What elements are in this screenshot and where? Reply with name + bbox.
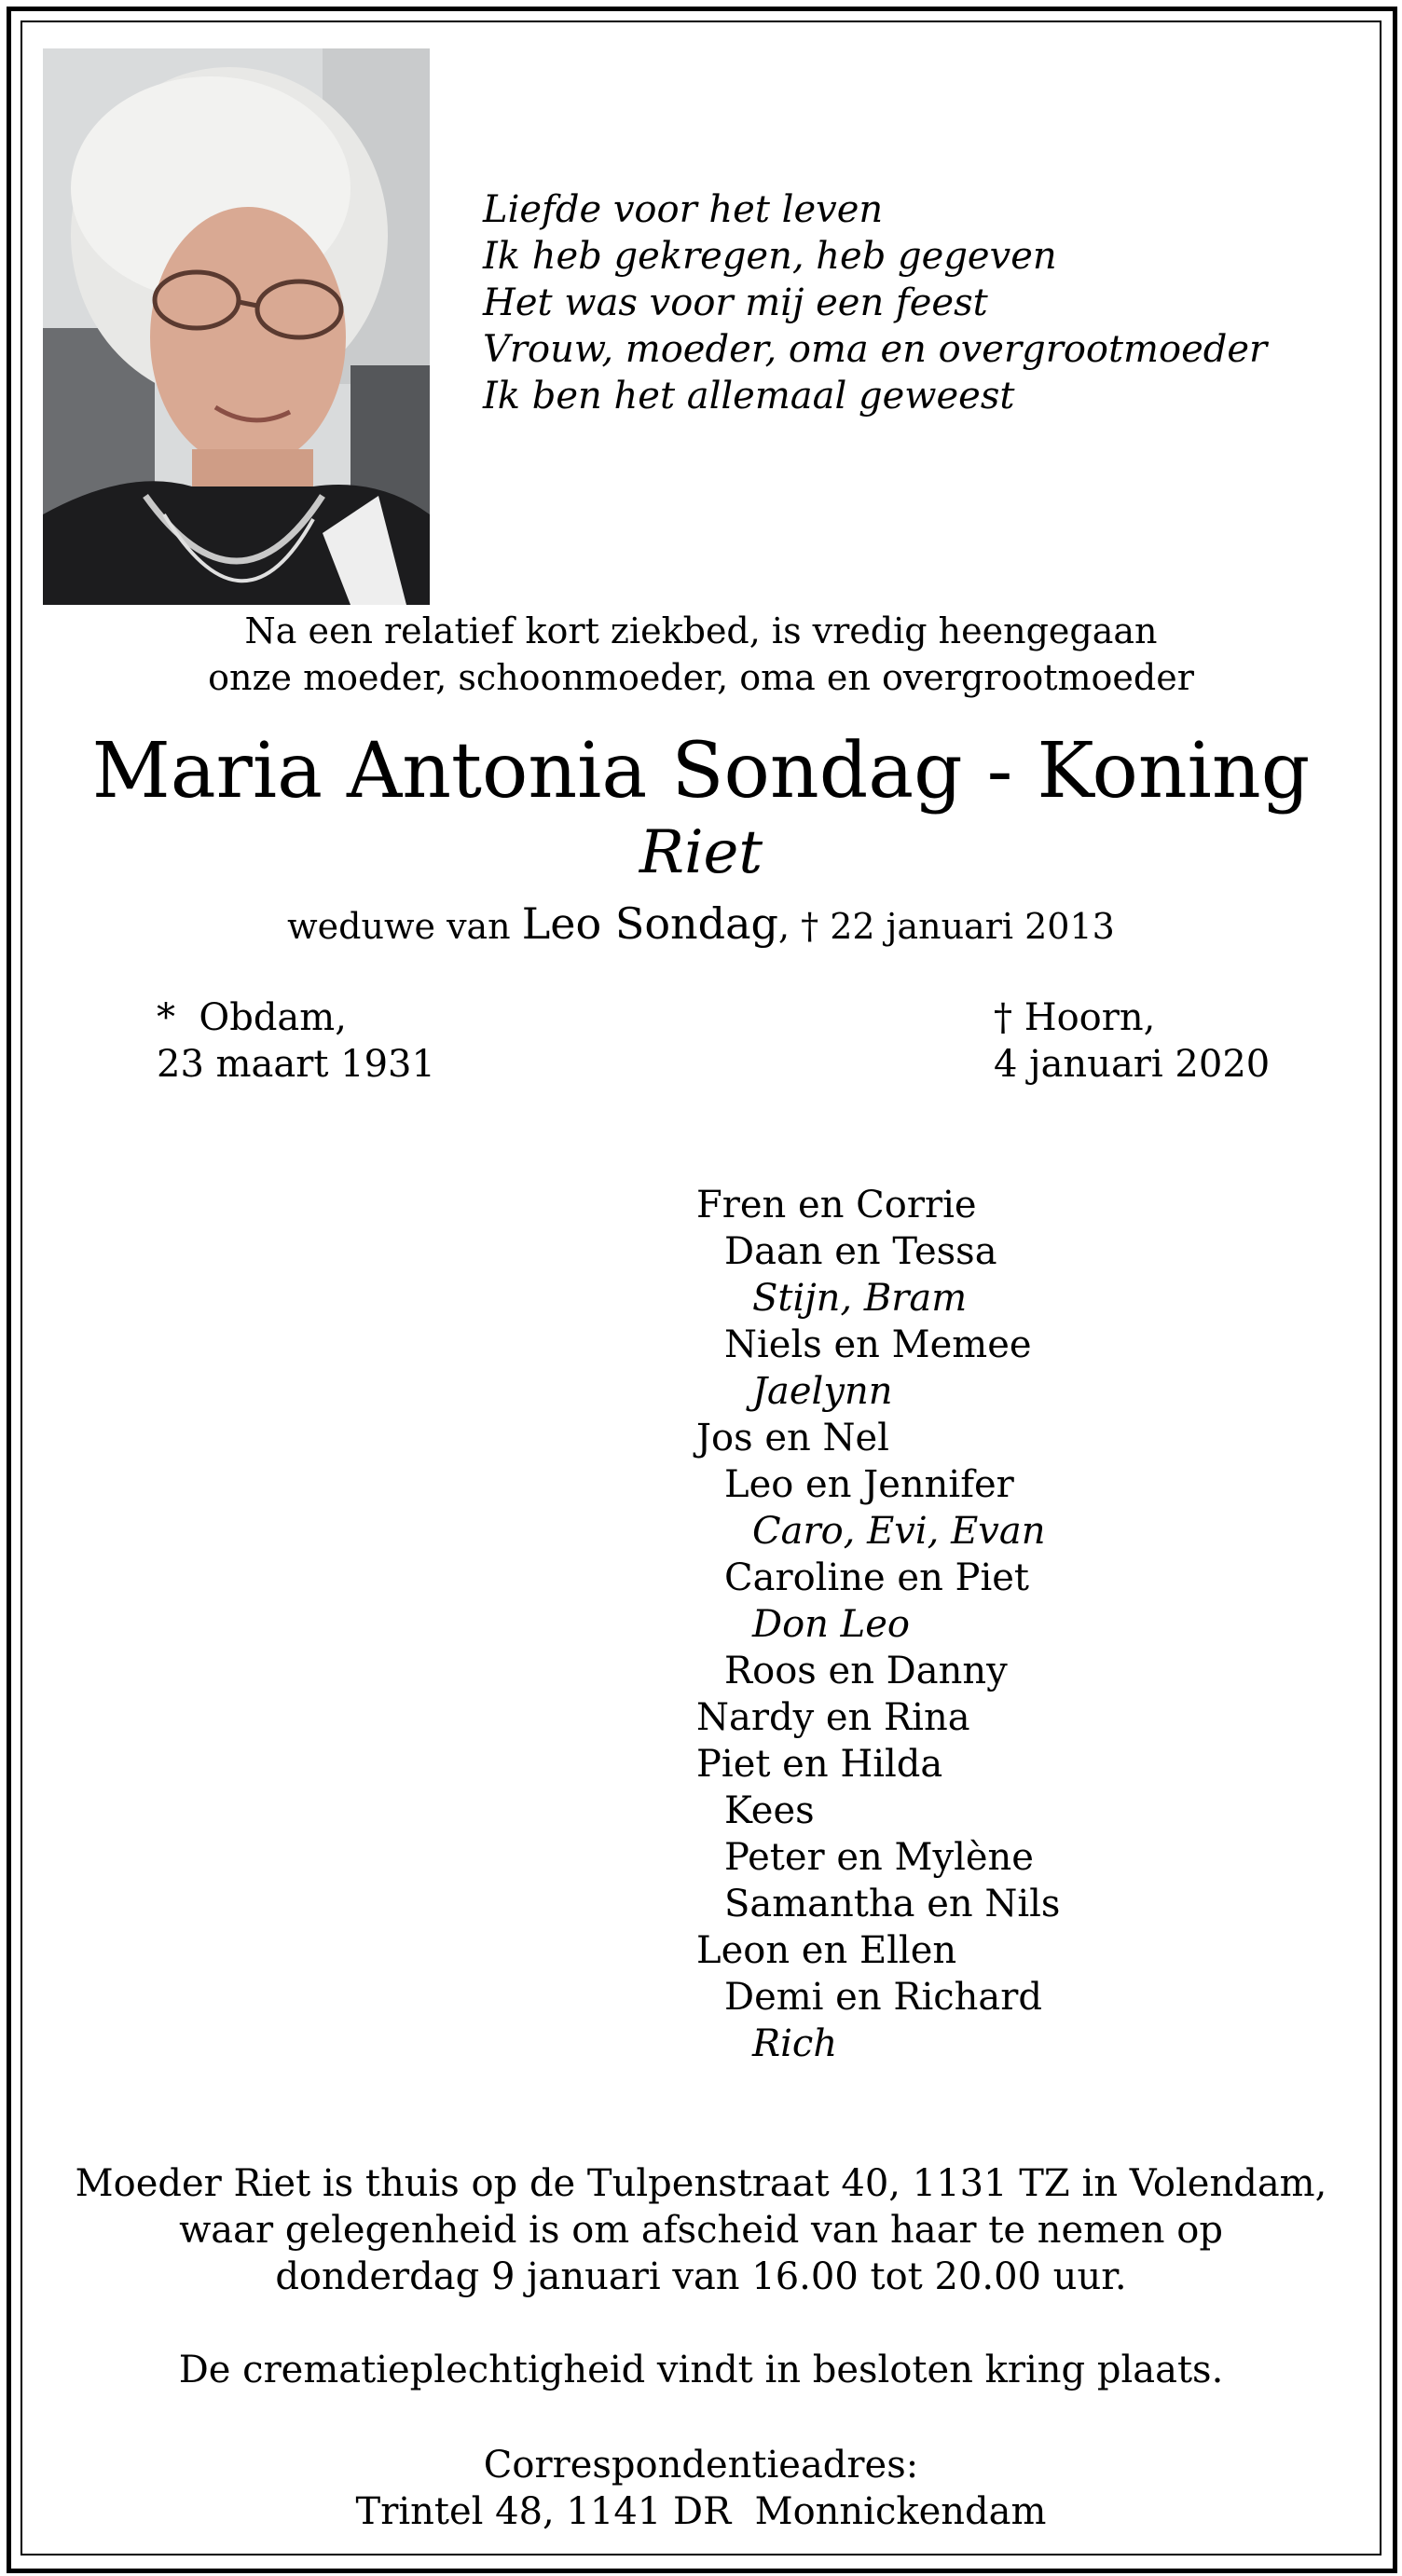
intro-text bbox=[28, 608, 1374, 701]
family-member: Samantha en Nils bbox=[724, 1883, 1061, 1925]
death-info bbox=[994, 994, 1270, 1088]
family-member: Piet en Hilda bbox=[696, 1743, 943, 1786]
poem-line: Het was voor mij een feest bbox=[483, 281, 988, 324]
family-member: Kees bbox=[724, 1789, 815, 1832]
visitation-line: waar gelegenheid is om afscheid van haar te nemen op bbox=[179, 2209, 1223, 2252]
widow-suffix: , † 22 januari 2013 bbox=[778, 906, 1115, 947]
family-list bbox=[696, 1182, 1060, 2067]
cremation-line: De crematieplechtigheid vindt in besloten kring plaats. bbox=[178, 2349, 1224, 2391]
correspondence-address: Trintel 48, 1141 DR Monnickendam bbox=[355, 2490, 1047, 2533]
family-member: Fren en Corrie bbox=[696, 1184, 977, 1226]
spouse-name: Leo Sondag bbox=[521, 898, 778, 949]
widow-prefix: weduwe van bbox=[287, 906, 522, 947]
widow-line bbox=[28, 897, 1374, 952]
birth-info bbox=[157, 994, 435, 1088]
death-date: 4 januari 2020 bbox=[994, 1043, 1271, 1086]
deceased-name: Maria Antonia Sondag - Koning bbox=[91, 727, 1311, 815]
family-member: Rich bbox=[752, 2022, 838, 2065]
family-member: Roos en Danny bbox=[724, 1650, 1008, 1692]
correspondence-info bbox=[28, 2442, 1374, 2535]
poem bbox=[483, 186, 1267, 419]
family-member: Peter en Mylène bbox=[724, 1836, 1034, 1879]
poem-line: Ik heb gekregen, heb gegeven bbox=[483, 235, 1057, 278]
portrait-illustration bbox=[43, 48, 430, 605]
family-member: Nardy en Rina bbox=[696, 1696, 970, 1739]
visitation-line: donderdag 9 januari van 16.00 tot 20.00 uur. bbox=[275, 2255, 1127, 2298]
birth-place: * Obdam, bbox=[157, 996, 347, 1039]
visitation-info bbox=[28, 2160, 1374, 2300]
family-member: Caroline en Piet bbox=[724, 1556, 1029, 1599]
family-member: Jaelynn bbox=[752, 1370, 893, 1413]
cremation-info bbox=[28, 2347, 1374, 2393]
visitation-line: Moeder Riet is thuis op de Tulpenstraat 40, 1131 TZ in Volendam, bbox=[75, 2162, 1327, 2205]
family-member: Leo en Jennifer bbox=[724, 1463, 1014, 1506]
family-member: Daan en Tessa bbox=[724, 1230, 997, 1273]
family-member: Don Leo bbox=[752, 1603, 910, 1646]
family-member: Stijn, Bram bbox=[752, 1277, 968, 1320]
intro-line: onze moeder, schoonmoeder, oma en overgrootmoeder bbox=[208, 657, 1194, 698]
portrait-photo bbox=[43, 48, 430, 605]
birth-date: 23 maart 1931 bbox=[157, 1043, 435, 1086]
intro-line: Na een relatief kort ziekbed, is vredig heengegaan bbox=[244, 610, 1158, 651]
family-member: Jos en Nel bbox=[696, 1417, 889, 1459]
poem-line: Ik ben het allemaal geweest bbox=[483, 375, 1015, 418]
correspondence-label: Correspondentieadres: bbox=[483, 2444, 919, 2487]
poem-line: Vrouw, moeder, oma en overgrootmoeder bbox=[483, 328, 1268, 371]
deceased-nickname: Riet bbox=[639, 818, 763, 887]
family-member: Leon en Ellen bbox=[696, 1929, 957, 1972]
family-member: Demi en Richard bbox=[724, 1976, 1042, 2019]
poem-line: Liefde voor het leven bbox=[483, 188, 884, 231]
family-member: Caro, Evi, Evan bbox=[752, 1510, 1046, 1553]
death-place: † Hoorn, bbox=[994, 996, 1156, 1039]
family-member: Niels en Memee bbox=[724, 1323, 1032, 1366]
